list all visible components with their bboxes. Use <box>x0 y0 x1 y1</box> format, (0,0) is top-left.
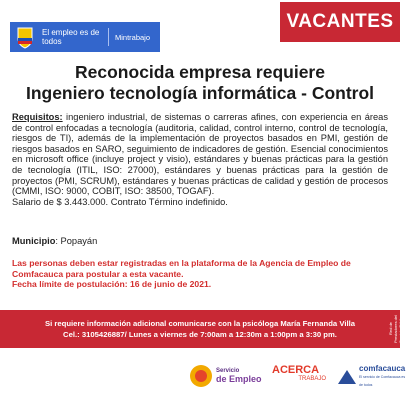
comfacauca-name: comfacauca <box>359 364 406 373</box>
se-small-text: Servicio <box>216 368 240 374</box>
job-title-line-1: Reconocida empresa requiere <box>75 62 325 82</box>
requisitos-section <box>12 112 388 207</box>
gov-banner <box>10 22 160 52</box>
se-big-text: de Empleo <box>216 374 262 384</box>
footer <box>0 350 406 400</box>
requisitos-label: Requisitos: <box>12 112 63 122</box>
vacantes-tag: VACANTES <box>280 2 400 42</box>
acerca-trabajo-logo <box>272 364 332 388</box>
comfacauca-logo <box>338 364 406 388</box>
notice-line-2: Comfacauca para postular a esta vacante. <box>12 268 184 279</box>
municipio-line <box>12 236 388 246</box>
contact-band <box>0 310 408 348</box>
header <box>0 0 400 56</box>
notice-deadline: Fecha límite de postulación: 16 de junio de 2021. <box>12 279 212 289</box>
side-text: Red de Prestadores del Servicio Público de Empleo <box>388 314 408 344</box>
servicio-empleo-logo <box>190 362 268 390</box>
gov-title: El empleo es de todos <box>42 28 100 46</box>
servicio-empleo-icon <box>190 365 212 387</box>
contact-line-1: Si requiere información adicional comunicarse con la psicóloga María Fernanda Villa <box>44 319 355 328</box>
comfacauca-icon <box>338 370 356 384</box>
job-title <box>10 62 390 104</box>
acerca-sub: TRABAJO <box>298 376 326 382</box>
colombia-crest-icon <box>14 24 36 50</box>
municipio-value: : Popayán <box>55 236 98 246</box>
registration-notice <box>12 258 388 290</box>
contact-line-2: Cel.: 3105426887/ Lunes a viernes de 7:00am a 12:30m a 1:00pm a 3:30 pm. <box>63 330 337 339</box>
gov-divider <box>108 28 109 46</box>
municipio-label: Municipio <box>12 236 56 246</box>
job-title-line-2: Ingeniero tecnología informática - Control <box>25 83 375 103</box>
notice-line-1: Las personas deben estar registradas en la plataforma de la Agencia de Empleo de <box>12 258 351 268</box>
salary-text: Salario de $ 3.443.000. Contrato Término indefinido. <box>12 196 228 207</box>
ministry-label: Mintrabajo <box>115 32 151 42</box>
requisitos-text: ingeniero industrial, de sistemas o carreras afines, con experiencia en áreas de control enfocadas a tecnología (auditoria, calidad, control interno, control de tecnología, riesgos de TI), además de la implementación de proyectos basados en PMI, gestión de riesgos basados en SARO, seguimiento de indicadores de gestión. Esencial conocimientos en microsoft office (incluye project y visio), estándares y buenas prácticas para la gestión de tecnología (ITIL, ISO: 27000), estándares y buenas prácticas para la gestión de proyectos (PMI, SCRUM), estándares y buenas prácticas de calidad y gestión de procesos (CMMI, ISO: 9000, COBIT, ISO: 38500, TOGAF). <box>12 112 388 197</box>
comfacauca-tagline: El servicio de Comfacauca es de todos <box>359 375 406 387</box>
acerca-word: ACERCA <box>272 364 320 376</box>
